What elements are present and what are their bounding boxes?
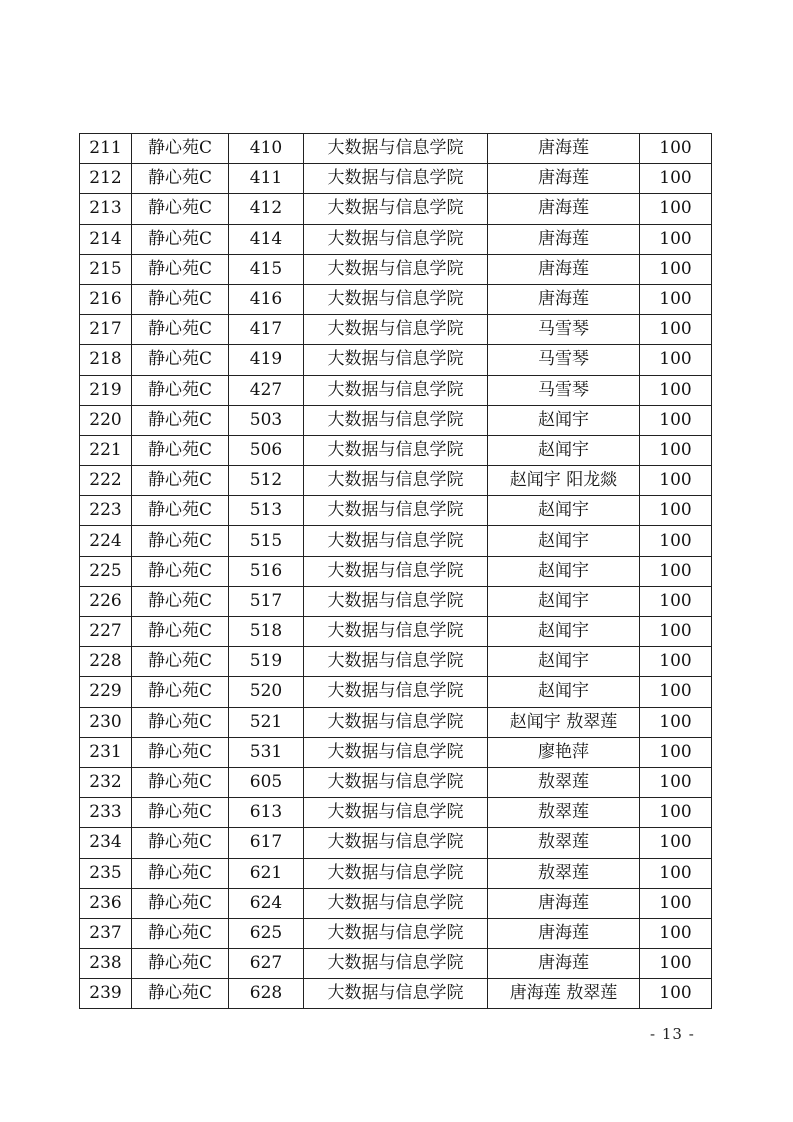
table-row bbox=[80, 737, 712, 767]
room-cell: 503 bbox=[229, 405, 304, 435]
building-cell: 静心苑C bbox=[132, 315, 229, 345]
table-row bbox=[80, 254, 712, 284]
building-cell: 静心苑C bbox=[132, 798, 229, 828]
counselor-cell: 唐海莲 bbox=[488, 164, 640, 194]
college-cell: 大数据与信息学院 bbox=[304, 435, 488, 465]
score-cell: 100 bbox=[640, 164, 712, 194]
counselor-cell: 赵闻宇 阳龙燚 bbox=[488, 466, 640, 496]
counselor-cell: 赵闻宇 bbox=[488, 496, 640, 526]
row-number-cell: 224 bbox=[80, 526, 132, 556]
building-cell: 静心苑C bbox=[132, 647, 229, 677]
score-cell: 100 bbox=[640, 586, 712, 616]
row-number-cell: 235 bbox=[80, 858, 132, 888]
score-cell: 100 bbox=[640, 405, 712, 435]
building-cell: 静心苑C bbox=[132, 737, 229, 767]
building-cell: 静心苑C bbox=[132, 254, 229, 284]
college-cell: 大数据与信息学院 bbox=[304, 647, 488, 677]
counselor-cell: 赵闻宇 bbox=[488, 435, 640, 465]
room-cell: 531 bbox=[229, 737, 304, 767]
building-cell: 静心苑C bbox=[132, 496, 229, 526]
row-number-cell: 216 bbox=[80, 284, 132, 314]
college-cell: 大数据与信息学院 bbox=[304, 526, 488, 556]
counselor-cell: 唐海莲 bbox=[488, 918, 640, 948]
row-number-cell: 227 bbox=[80, 617, 132, 647]
college-cell: 大数据与信息学院 bbox=[304, 677, 488, 707]
row-number-cell: 238 bbox=[80, 949, 132, 979]
college-cell: 大数据与信息学院 bbox=[304, 798, 488, 828]
table-row bbox=[80, 647, 712, 677]
row-number-cell: 232 bbox=[80, 767, 132, 797]
row-number-cell: 211 bbox=[80, 134, 132, 164]
row-number-cell: 236 bbox=[80, 888, 132, 918]
building-cell: 静心苑C bbox=[132, 345, 229, 375]
table-row bbox=[80, 556, 712, 586]
room-cell: 412 bbox=[229, 194, 304, 224]
table-row bbox=[80, 315, 712, 345]
counselor-cell: 赵闻宇 bbox=[488, 556, 640, 586]
counselor-cell: 赵闻宇 bbox=[488, 677, 640, 707]
room-cell: 419 bbox=[229, 345, 304, 375]
college-cell: 大数据与信息学院 bbox=[304, 767, 488, 797]
score-cell: 100 bbox=[640, 466, 712, 496]
table-row bbox=[80, 918, 712, 948]
score-cell: 100 bbox=[640, 979, 712, 1009]
building-cell: 静心苑C bbox=[132, 164, 229, 194]
row-number-cell: 225 bbox=[80, 556, 132, 586]
table-row bbox=[80, 496, 712, 526]
counselor-cell: 唐海莲 bbox=[488, 194, 640, 224]
room-cell: 521 bbox=[229, 707, 304, 737]
score-cell: 100 bbox=[640, 888, 712, 918]
table-row bbox=[80, 979, 712, 1009]
college-cell: 大数据与信息学院 bbox=[304, 556, 488, 586]
row-number-cell: 233 bbox=[80, 798, 132, 828]
table-row bbox=[80, 284, 712, 314]
college-cell: 大数据与信息学院 bbox=[304, 949, 488, 979]
score-cell: 100 bbox=[640, 315, 712, 345]
table-row bbox=[80, 798, 712, 828]
counselor-cell: 敖翠莲 bbox=[488, 767, 640, 797]
counselor-cell: 唐海莲 bbox=[488, 254, 640, 284]
room-cell: 417 bbox=[229, 315, 304, 345]
building-cell: 静心苑C bbox=[132, 405, 229, 435]
room-cell: 518 bbox=[229, 617, 304, 647]
score-cell: 100 bbox=[640, 707, 712, 737]
building-cell: 静心苑C bbox=[132, 979, 229, 1009]
score-cell: 100 bbox=[640, 435, 712, 465]
building-cell: 静心苑C bbox=[132, 617, 229, 647]
college-cell: 大数据与信息学院 bbox=[304, 224, 488, 254]
building-cell: 静心苑C bbox=[132, 888, 229, 918]
college-cell: 大数据与信息学院 bbox=[304, 707, 488, 737]
counselor-cell: 赵闻宇 bbox=[488, 405, 640, 435]
counselor-cell: 唐海莲 bbox=[488, 284, 640, 314]
building-cell: 静心苑C bbox=[132, 949, 229, 979]
building-cell: 静心苑C bbox=[132, 134, 229, 164]
room-cell: 427 bbox=[229, 375, 304, 405]
college-cell: 大数据与信息学院 bbox=[304, 466, 488, 496]
room-cell: 411 bbox=[229, 164, 304, 194]
counselor-cell: 赵闻宇 敖翠莲 bbox=[488, 707, 640, 737]
building-cell: 静心苑C bbox=[132, 707, 229, 737]
score-cell: 100 bbox=[640, 647, 712, 677]
score-cell: 100 bbox=[640, 617, 712, 647]
table-row bbox=[80, 707, 712, 737]
page-number: - 13 - bbox=[650, 1025, 695, 1043]
row-number-cell: 226 bbox=[80, 586, 132, 616]
row-number-cell: 231 bbox=[80, 737, 132, 767]
counselor-cell: 马雪琴 bbox=[488, 315, 640, 345]
table-row bbox=[80, 194, 712, 224]
building-cell: 静心苑C bbox=[132, 858, 229, 888]
building-cell: 静心苑C bbox=[132, 194, 229, 224]
room-cell: 414 bbox=[229, 224, 304, 254]
counselor-cell: 马雪琴 bbox=[488, 375, 640, 405]
counselor-cell: 唐海莲 bbox=[488, 134, 640, 164]
college-cell: 大数据与信息学院 bbox=[304, 918, 488, 948]
college-cell: 大数据与信息学院 bbox=[304, 828, 488, 858]
table-row bbox=[80, 767, 712, 797]
building-cell: 静心苑C bbox=[132, 466, 229, 496]
college-cell: 大数据与信息学院 bbox=[304, 254, 488, 284]
row-number-cell: 219 bbox=[80, 375, 132, 405]
table-row bbox=[80, 435, 712, 465]
inspection-table bbox=[79, 133, 712, 1009]
row-number-cell: 215 bbox=[80, 254, 132, 284]
room-cell: 416 bbox=[229, 284, 304, 314]
score-cell: 100 bbox=[640, 134, 712, 164]
room-cell: 621 bbox=[229, 858, 304, 888]
college-cell: 大数据与信息学院 bbox=[304, 888, 488, 918]
room-cell: 410 bbox=[229, 134, 304, 164]
score-cell: 100 bbox=[640, 194, 712, 224]
row-number-cell: 237 bbox=[80, 918, 132, 948]
counselor-cell: 赵闻宇 bbox=[488, 647, 640, 677]
score-cell: 100 bbox=[640, 496, 712, 526]
college-cell: 大数据与信息学院 bbox=[304, 134, 488, 164]
row-number-cell: 212 bbox=[80, 164, 132, 194]
table-row bbox=[80, 466, 712, 496]
table-row bbox=[80, 888, 712, 918]
college-cell: 大数据与信息学院 bbox=[304, 405, 488, 435]
table-row bbox=[80, 526, 712, 556]
score-cell: 100 bbox=[640, 677, 712, 707]
table-row bbox=[80, 617, 712, 647]
room-cell: 627 bbox=[229, 949, 304, 979]
table-row bbox=[80, 345, 712, 375]
table-row bbox=[80, 858, 712, 888]
score-cell: 100 bbox=[640, 345, 712, 375]
score-cell: 100 bbox=[640, 224, 712, 254]
table-row bbox=[80, 164, 712, 194]
room-cell: 415 bbox=[229, 254, 304, 284]
row-number-cell: 218 bbox=[80, 345, 132, 375]
table-row bbox=[80, 375, 712, 405]
college-cell: 大数据与信息学院 bbox=[304, 345, 488, 375]
building-cell: 静心苑C bbox=[132, 375, 229, 405]
score-cell: 100 bbox=[640, 556, 712, 586]
counselor-cell: 敖翠莲 bbox=[488, 798, 640, 828]
row-number-cell: 222 bbox=[80, 466, 132, 496]
counselor-cell: 唐海莲 bbox=[488, 224, 640, 254]
building-cell: 静心苑C bbox=[132, 526, 229, 556]
college-cell: 大数据与信息学院 bbox=[304, 737, 488, 767]
college-cell: 大数据与信息学院 bbox=[304, 858, 488, 888]
counselor-cell: 唐海莲 敖翠莲 bbox=[488, 979, 640, 1009]
counselor-cell: 唐海莲 bbox=[488, 949, 640, 979]
room-cell: 520 bbox=[229, 677, 304, 707]
row-number-cell: 228 bbox=[80, 647, 132, 677]
room-cell: 617 bbox=[229, 828, 304, 858]
counselor-cell: 唐海莲 bbox=[488, 888, 640, 918]
counselor-cell: 赵闻宇 bbox=[488, 526, 640, 556]
row-number-cell: 214 bbox=[80, 224, 132, 254]
building-cell: 静心苑C bbox=[132, 224, 229, 254]
row-number-cell: 229 bbox=[80, 677, 132, 707]
room-cell: 517 bbox=[229, 586, 304, 616]
row-number-cell: 230 bbox=[80, 707, 132, 737]
building-cell: 静心苑C bbox=[132, 767, 229, 797]
counselor-cell: 廖艳萍 bbox=[488, 737, 640, 767]
row-number-cell: 220 bbox=[80, 405, 132, 435]
score-cell: 100 bbox=[640, 254, 712, 284]
building-cell: 静心苑C bbox=[132, 828, 229, 858]
table-row bbox=[80, 134, 712, 164]
college-cell: 大数据与信息学院 bbox=[304, 164, 488, 194]
score-cell: 100 bbox=[640, 737, 712, 767]
table-row bbox=[80, 405, 712, 435]
score-cell: 100 bbox=[640, 798, 712, 828]
score-cell: 100 bbox=[640, 858, 712, 888]
room-cell: 513 bbox=[229, 496, 304, 526]
score-cell: 100 bbox=[640, 284, 712, 314]
room-cell: 628 bbox=[229, 979, 304, 1009]
score-cell: 100 bbox=[640, 918, 712, 948]
college-cell: 大数据与信息学院 bbox=[304, 375, 488, 405]
college-cell: 大数据与信息学院 bbox=[304, 586, 488, 616]
college-cell: 大数据与信息学院 bbox=[304, 194, 488, 224]
row-number-cell: 223 bbox=[80, 496, 132, 526]
college-cell: 大数据与信息学院 bbox=[304, 979, 488, 1009]
building-cell: 静心苑C bbox=[132, 586, 229, 616]
room-cell: 625 bbox=[229, 918, 304, 948]
building-cell: 静心苑C bbox=[132, 435, 229, 465]
row-number-cell: 221 bbox=[80, 435, 132, 465]
college-cell: 大数据与信息学院 bbox=[304, 315, 488, 345]
room-cell: 624 bbox=[229, 888, 304, 918]
counselor-cell: 敖翠莲 bbox=[488, 858, 640, 888]
college-cell: 大数据与信息学院 bbox=[304, 617, 488, 647]
room-cell: 605 bbox=[229, 767, 304, 797]
room-cell: 515 bbox=[229, 526, 304, 556]
score-cell: 100 bbox=[640, 828, 712, 858]
room-cell: 512 bbox=[229, 466, 304, 496]
college-cell: 大数据与信息学院 bbox=[304, 284, 488, 314]
room-cell: 613 bbox=[229, 798, 304, 828]
score-cell: 100 bbox=[640, 526, 712, 556]
building-cell: 静心苑C bbox=[132, 556, 229, 586]
counselor-cell: 赵闻宇 bbox=[488, 617, 640, 647]
room-cell: 519 bbox=[229, 647, 304, 677]
table-row bbox=[80, 677, 712, 707]
table-row bbox=[80, 949, 712, 979]
score-cell: 100 bbox=[640, 949, 712, 979]
building-cell: 静心苑C bbox=[132, 677, 229, 707]
row-number-cell: 217 bbox=[80, 315, 132, 345]
table-row bbox=[80, 828, 712, 858]
counselor-cell: 敖翠莲 bbox=[488, 828, 640, 858]
room-cell: 516 bbox=[229, 556, 304, 586]
table-row bbox=[80, 586, 712, 616]
row-number-cell: 239 bbox=[80, 979, 132, 1009]
building-cell: 静心苑C bbox=[132, 284, 229, 314]
row-number-cell: 213 bbox=[80, 194, 132, 224]
counselor-cell: 马雪琴 bbox=[488, 345, 640, 375]
row-number-cell: 234 bbox=[80, 828, 132, 858]
building-cell: 静心苑C bbox=[132, 918, 229, 948]
score-cell: 100 bbox=[640, 767, 712, 797]
room-cell: 506 bbox=[229, 435, 304, 465]
counselor-cell: 赵闻宇 bbox=[488, 586, 640, 616]
score-cell: 100 bbox=[640, 375, 712, 405]
college-cell: 大数据与信息学院 bbox=[304, 496, 488, 526]
table-row bbox=[80, 224, 712, 254]
table-body bbox=[80, 134, 712, 1009]
